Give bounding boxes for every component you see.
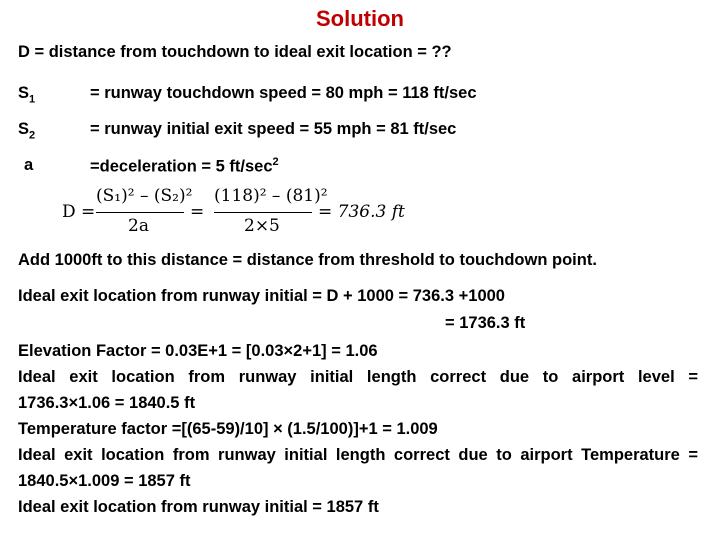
symbol-s1: $S_1$	[18, 84, 36, 106]
formula-numerator-2: (118)² – (81)²	[214, 186, 328, 206]
temperature-corrected-line-2: 1840.5×1.009 = 1857 ft	[18, 472, 191, 490]
final-result-line: Ideal exit location from runway initial = 1857 ft	[18, 498, 379, 516]
fraction-bar-2	[214, 212, 312, 213]
temperature-factor-line: Temperature factor =[(65-59)/10] × (1.5/100)]+1 = 1.009	[18, 420, 438, 438]
elevation-factor-line: Elevation Factor = 0.03E+1 = [0.03×2+1] = 1.06	[18, 342, 378, 360]
ideal-exit-line: Ideal exit location from runway initial = D + 1000 = 736.3 +1000	[18, 287, 505, 305]
page-title: Solution	[316, 6, 404, 31]
formula-numerator-1: (S₁)² – (S₂)²	[96, 186, 193, 206]
distance-formula	[62, 186, 412, 240]
symbol-s2: $S_2$	[18, 120, 36, 142]
formula-result: = 736.3 ft	[318, 202, 405, 222]
temperature-corrected-line-1: Ideal exit location from runway initial length correct due to airport Temperature =	[18, 446, 698, 464]
formula-denominator-1: 2a	[128, 216, 149, 236]
elevation-corrected-line-1: Ideal exit location from runway initial length correct due to airport level =	[18, 368, 698, 386]
add-1000-line: Add 1000ft to this distance = distance from threshold to touchdown point.	[18, 251, 597, 269]
formula-lhs: D =	[62, 202, 96, 222]
ideal-exit-result: = 1736.3 ft	[445, 314, 526, 332]
definition-s1: = runway touchdown speed = 80 mph = 118 ft/sec	[90, 84, 477, 102]
symbol-a: a	[24, 156, 34, 174]
definition-line: D = distance from touchdown to ideal exit location = ??	[18, 43, 452, 61]
definition-a: =deceleration = 5 $ft/\sec^2$	[90, 156, 279, 176]
fraction-bar-1	[96, 212, 184, 213]
formula-denominator-2: 2×5	[244, 216, 280, 236]
elevation-corrected-line-2: 1736.3×1.06 = 1840.5 ft	[18, 394, 196, 412]
definition-s2: = runway initial exit speed = 55 mph = 81 ft/sec	[90, 120, 457, 138]
formula-equals: =	[190, 202, 205, 222]
